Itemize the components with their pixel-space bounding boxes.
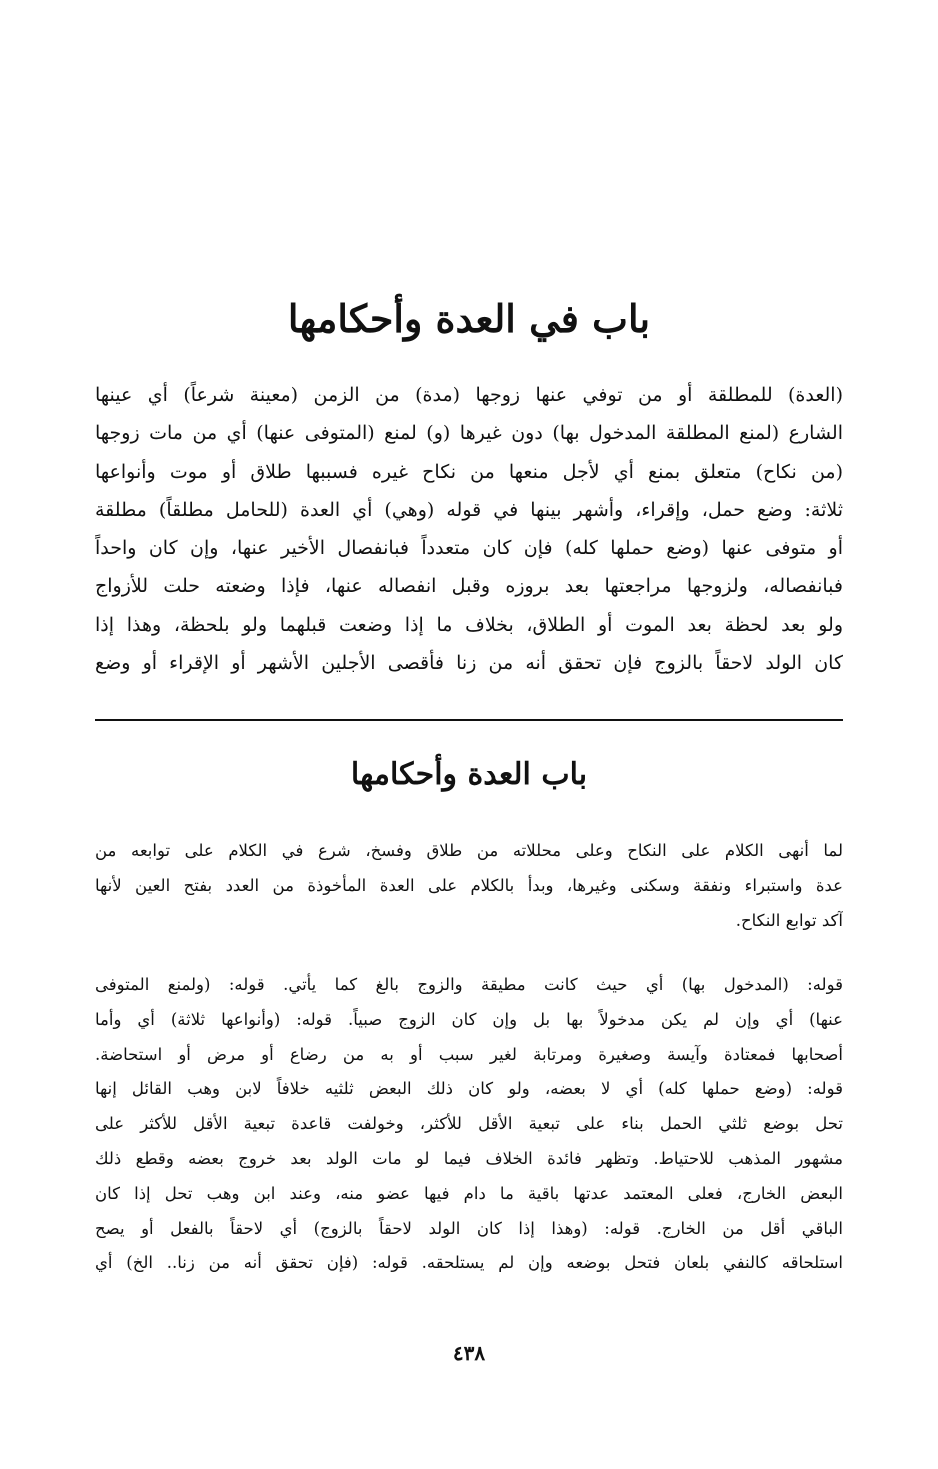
commentary-line: آكد توابع النكاح. <box>735 910 843 930</box>
commentary-line: لما أنهى الكلام على النكاح وعلى محللاته من طلاق وفسخ، شرع في الكلام على توابعه من <box>95 841 843 860</box>
page-number: ٤٣٨ <box>452 1341 486 1365</box>
main-text-line: (من نكاح) متعلق بمنع أي لأجل منعها من نكاح غيره فسببها طلاق أو موت وأنواعها <box>95 460 843 483</box>
commentary-line: الباقي أقل من الخارج. قوله: (وهذا إذا كان الولد لاحقاً بالزوج) أي لاحقاً بالفعل أو يصح <box>95 1218 843 1238</box>
main-text-line: ثلاثة: وضع حمل، وإقراء، وأشهر بينها في قوله (وهي) أي العدة (للحامل مطلقاً) مطلقة <box>95 498 843 521</box>
commentary-line: عنها) أي وإن لم يكن مدخولاً بها بل وإن كان الزوج صبياً. قوله: (وأنواعها ثلاثة) أي وأما <box>95 1009 843 1029</box>
section-divider <box>95 719 843 721</box>
main-text-line: الشارع (لمنع المطلقة المدخول بها) دون غيرها (و) لمنع (المتوفى عنها) أي من مات زوجها <box>95 422 843 445</box>
commentary-intro <box>95 834 843 938</box>
commentary-line: مشهور المذهب للاحتياط. وتظهر فائدة الخلاف فيما لو مات الولد بعد خروج بعضه وقطع ذلك <box>95 1148 843 1168</box>
main-text-line: أو متوفى عنها (وضع حملها كله) فإن كان متعدداً فبانفصال الأخير عنها، وإن كان واحداً <box>95 537 843 560</box>
commentary-line: البعض الخارج، فعلى المعتمد عدتها باقية ما دام فيها عضو منه، وعند ابن وهب تحل إذا كان <box>95 1183 843 1203</box>
main-text-line: كان الولد لاحقاً بالزوج فإن تحقق أنه من زنا فأقصى الأجلين الأشهر أو الإقراء أو وضع <box>95 652 843 675</box>
commentary-line: تحل بوضع ثلثي الحمل بناء على تبعية الأقل للأكثر، وخولفت قاعدة تبعية الأقل للأكثر على <box>95 1114 843 1134</box>
main-text-line: (العدة) للمطلقة أو من توفي عنها زوجها (مدة) من الزمن (معينة شرعاً) أي عينها <box>95 384 843 406</box>
main-text-line: فبانفصاله، ولزوجها مراجعتها بعد بروزه وقبل انفصاله عنها، فإذا وضعته حلت للأزواج <box>95 575 843 598</box>
commentary-line: قوله: (وضع حملها كله) أي لا بعضه، ولو كان ذلك البعض ثلثيه خلافاً لابن وهب القائل إنها <box>95 1079 843 1099</box>
commentary-title: باب العدة وأحكامها <box>350 757 588 792</box>
commentary-notes <box>95 968 843 1281</box>
commentary-line: أصحابها فمعتادة وآيسة وصغيرة ومرتابة لغير سبب أو به من رضاع أو مرض أو استحاضة. <box>95 1044 843 1064</box>
chapter-title: باب في العدة وأحكامها <box>287 296 651 341</box>
main-text-line: ولو بعد لحظة بعد الموت أو الطلاق، بخلاف ما إذا وضعت قبلهما ولو بلحظة، وهذا إذا <box>95 613 843 636</box>
commentary-line: عدة واستبراء ونفقة وسكنى وغيرها، وبدأ بالكلام على العدة المأخوذة من العدد بفتح العين لأنها <box>95 875 843 895</box>
commentary-line: استلحاقه كالنفي بلعان فتحل بوضعه وإن لم يستلحقه. قوله: (فإن تحقق أنه من زنا.. الخ) أي <box>95 1253 843 1273</box>
commentary-line: قوله: (المدخول بها) أي حيث كانت مطيقة والزوج بالغ كما يأتي. قوله: (ولمنع المتوفى <box>95 975 843 994</box>
main-text <box>95 376 843 682</box>
